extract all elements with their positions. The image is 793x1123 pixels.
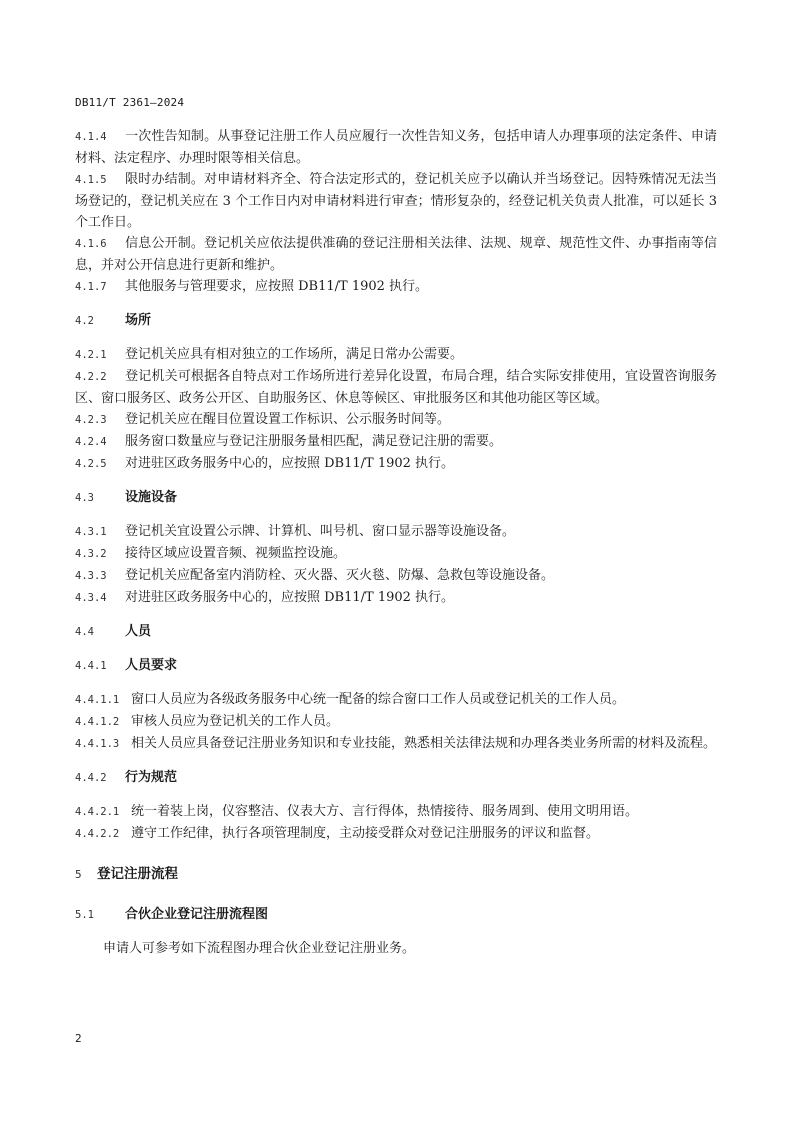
chapter-number: 5 bbox=[75, 868, 82, 881]
chapter-title: 登记注册流程 bbox=[97, 866, 178, 882]
section-number: 4.4.1 bbox=[75, 660, 107, 672]
clause-item bbox=[75, 587, 717, 609]
clause-item bbox=[75, 126, 717, 169]
clause-number: 4.3.1 bbox=[75, 526, 107, 538]
clause-item bbox=[75, 801, 717, 823]
clause-item bbox=[75, 565, 717, 587]
clause-item bbox=[75, 233, 717, 276]
section-title: 人员要求 bbox=[125, 658, 178, 673]
section-number: 5.1 bbox=[75, 909, 94, 921]
section-title: 行为规范 bbox=[125, 770, 178, 785]
clause-number: 4.3.4 bbox=[75, 592, 107, 604]
clause-number: 4.2.2 bbox=[75, 371, 107, 383]
clause-number: 4.4.1.1 bbox=[75, 694, 120, 706]
document-code-header: DB11/T 2361—2024 bbox=[75, 96, 185, 109]
clause-item bbox=[75, 431, 717, 453]
section-heading bbox=[75, 904, 717, 926]
clause-text: 窗口人员应为各级政务服务中心统一配备的综合窗口工作人员或登记机关的工作人员。 bbox=[131, 692, 626, 707]
clause-item bbox=[75, 543, 717, 565]
clause-text: 登记机关可根据各自特点对工作场所进行差异化设置，布局合理，结合实际安排使用，宜设置咨询服务区、窗口服务区、政务公开区、自助服务区、休息等候区、审批服务区和其他功能区等区域。 bbox=[75, 369, 717, 406]
clause-text: 对进驻区政务服务中心的，应按照 DB11/T 1902 执行。 bbox=[125, 590, 455, 605]
clause-item bbox=[75, 169, 717, 233]
page-number: 2 bbox=[75, 1032, 82, 1045]
section-number: 4.2 bbox=[75, 315, 94, 327]
clause-number: 4.1.6 bbox=[75, 238, 107, 250]
clause-number: 4.4.1.3 bbox=[75, 738, 120, 750]
clause-item bbox=[75, 453, 717, 475]
clause-item bbox=[75, 344, 717, 366]
clause-text: 登记机关应配备室内消防栓、灭火器、灭火毯、防爆、急救包等设施设备。 bbox=[125, 568, 555, 583]
section-heading bbox=[75, 310, 717, 332]
body-paragraph: 申请人可参考如下流程图办理合伙企业登记注册业务。 bbox=[103, 941, 416, 956]
section-heading bbox=[75, 655, 717, 677]
clause-text: 对进驻区政务服务中心的，应按照 DB11/T 1902 执行。 bbox=[125, 456, 455, 471]
clause-number: 4.2.1 bbox=[75, 349, 107, 361]
clause-number: 4.2.4 bbox=[75, 436, 107, 448]
clause-text: 审核人员应为登记机关的工作人员。 bbox=[131, 714, 340, 729]
clause-number: 4.4.2.1 bbox=[75, 806, 120, 818]
section-number: 4.3 bbox=[75, 492, 94, 504]
clause-item bbox=[75, 733, 717, 755]
clause-text: 限时办结制。对申请材料齐全、符合法定形式的，登记机关应予以确认并当场登记。因特殊情况无法当场登记的，登记机关应在 3 个工作日内对申请材料进行审查；情形复杂的，经登记机关负责人批准，可以延长 3 个工作日。 bbox=[75, 172, 717, 230]
clause-text: 信息公开制。登记机关应依法提供准确的登记注册相关法律、法规、规章、规范性文件、办事指南等信息，并对公开信息进行更新和维护。 bbox=[75, 236, 717, 273]
clause-number: 4.1.7 bbox=[75, 281, 107, 293]
clause-item bbox=[75, 276, 717, 298]
clause-number: 4.4.1.2 bbox=[75, 716, 120, 728]
document-body bbox=[75, 126, 717, 959]
clause-text: 一次性告知制。从事登记注册工作人员应履行一次性告知义务，包括申请人办理事项的法定条件、申请材料、法定程序、办理时限等相关信息。 bbox=[75, 129, 717, 166]
section-title: 合伙企业登记注册流程图 bbox=[125, 907, 269, 922]
clause-item bbox=[75, 711, 717, 733]
clause-text: 接待区域应设置音频、视频监控设施。 bbox=[125, 546, 347, 561]
clause-item bbox=[75, 823, 717, 845]
clause-item bbox=[75, 689, 717, 711]
clause-number: 4.1.5 bbox=[75, 174, 107, 186]
clause-number: 4.4.2.2 bbox=[75, 828, 120, 840]
clause-item bbox=[75, 409, 717, 431]
chapter-heading bbox=[75, 863, 717, 886]
clause-text: 其他服务与管理要求，应按照 DB11/T 1902 执行。 bbox=[125, 279, 429, 294]
clause-text: 登记机关宜设置公示牌、计算机、叫号机、窗口显示器等设施设备。 bbox=[125, 524, 516, 539]
clause-item bbox=[75, 521, 717, 543]
section-heading bbox=[75, 767, 717, 789]
section-title: 人员 bbox=[125, 624, 152, 639]
clause-number: 4.1.4 bbox=[75, 131, 107, 143]
clause-number: 4.2.3 bbox=[75, 414, 107, 426]
section-heading bbox=[75, 621, 717, 643]
section-number: 4.4 bbox=[75, 626, 94, 638]
section-title: 设施设备 bbox=[125, 490, 178, 505]
clause-item bbox=[75, 366, 717, 409]
clause-text: 遵守工作纪律，执行各项管理制度，主动接受群众对登记注册服务的评议和监督。 bbox=[131, 826, 600, 841]
clause-text: 登记机关应在醒目位置设置工作标识、公示服务时间等。 bbox=[125, 412, 451, 427]
clause-number: 4.3.2 bbox=[75, 548, 107, 560]
section-heading bbox=[75, 487, 717, 509]
clause-text: 相关人员应具备登记注册业务知识和专业技能，熟悉相关法律法规和办理各类业务所需的材料及流程。 bbox=[131, 736, 717, 751]
clause-number: 4.3.3 bbox=[75, 570, 107, 582]
clause-text: 服务窗口数量应与登记注册服务量相匹配，满足登记注册的需要。 bbox=[125, 434, 503, 449]
section-title: 场所 bbox=[125, 313, 152, 328]
section-number: 4.4.2 bbox=[75, 772, 107, 784]
clause-number: 4.2.5 bbox=[75, 458, 107, 470]
clause-text: 登记机关应具有相对独立的工作场所，满足日常办公需要。 bbox=[125, 347, 464, 362]
clause-text: 统一着装上岗，仪容整洁、仪表大方、言行得体，热情接待、服务周到、使用文明用语。 bbox=[131, 804, 639, 819]
